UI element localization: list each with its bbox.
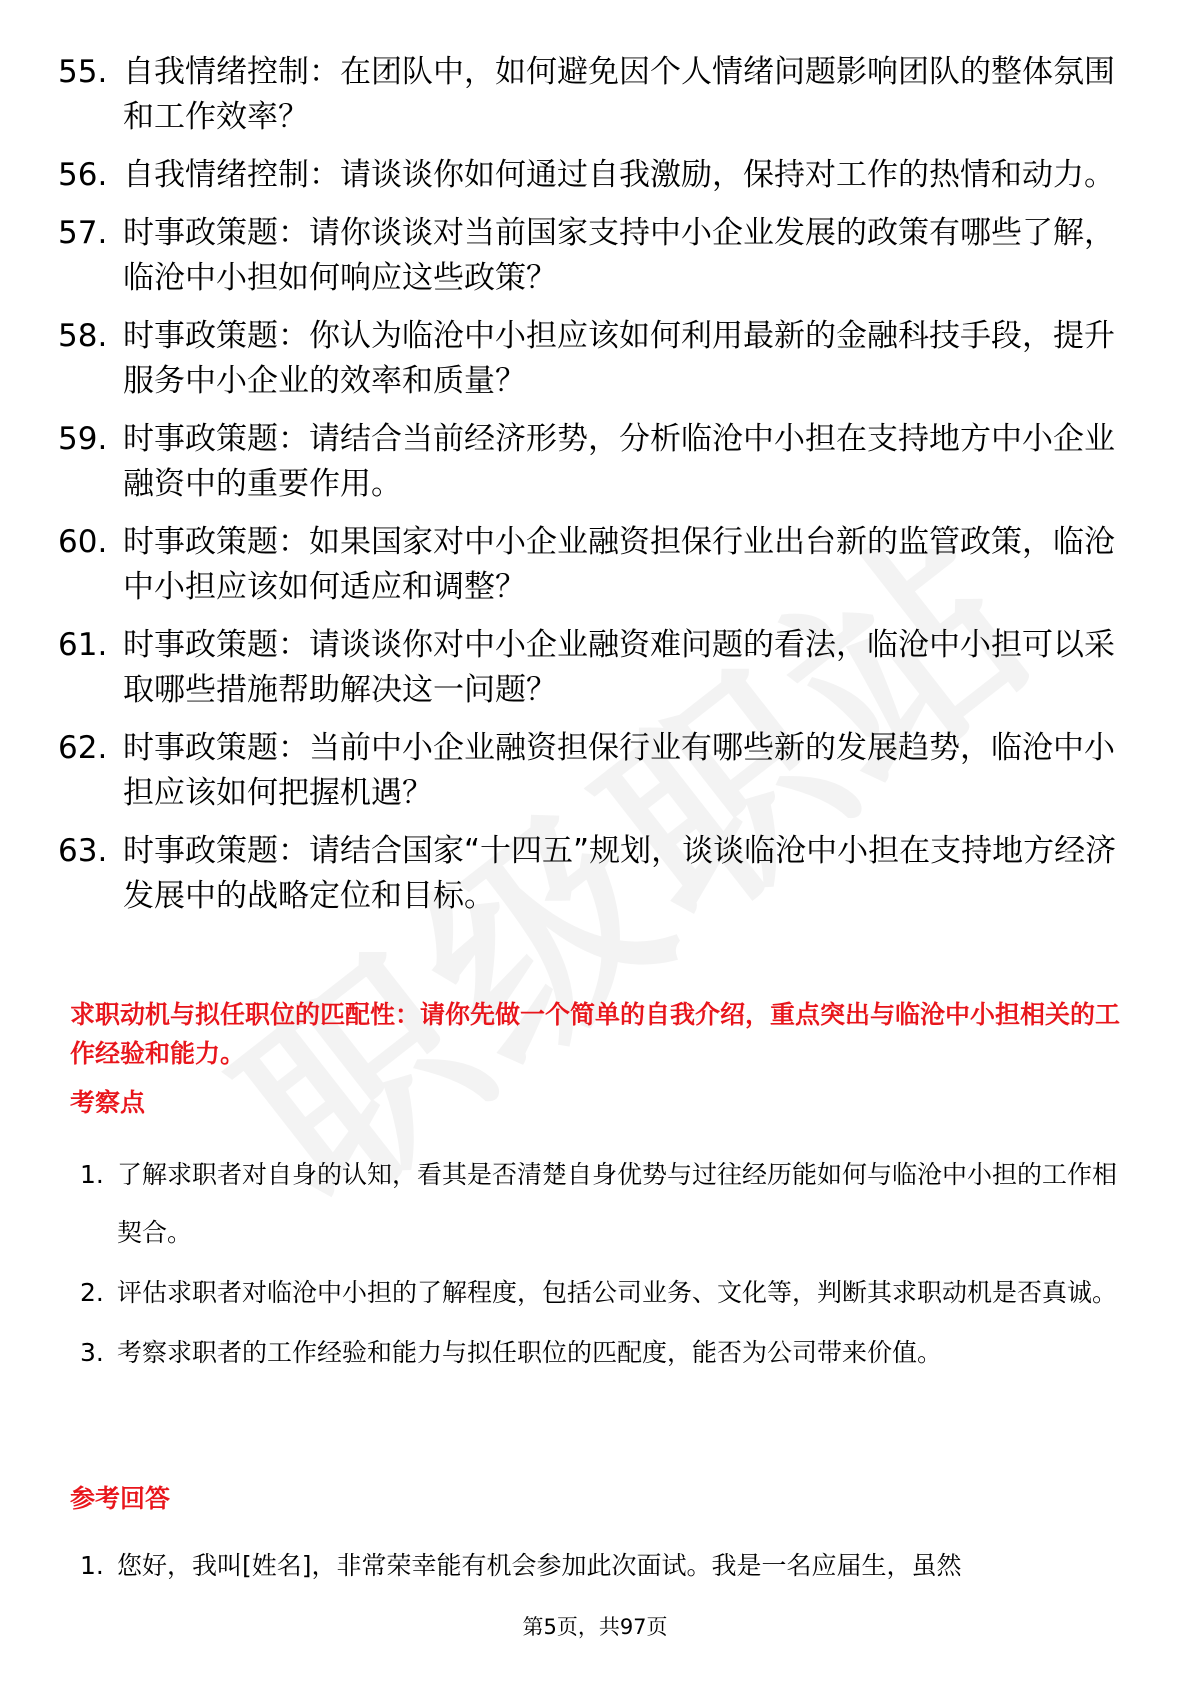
answer-list [80,1537,1130,1597]
question-item [58,623,1138,713]
question-number: 61. [58,627,108,663]
answer-text: 您好，我叫[姓名]，非常荣幸能有机会参加此次面试。我是一名应届生，虽然 [117,1551,962,1580]
question-item [58,314,1138,404]
question-text: 时事政策题：请谈谈你对中小企业融资难问题的看法，临沧中小担可以采取哪些措施帮助解决这一问题？ [123,627,1115,708]
question-number: 58. [58,318,108,354]
question-number: 56. [58,157,108,193]
page-footer: 第5页，共97页 [522,1615,668,1639]
question-number: 60. [58,524,108,560]
point-item [80,1264,1130,1322]
point-text: 了解求职者对自身的认知，看其是否清楚自身优势与过往经历能如何与临沧中小担的工作相契合。 [117,1160,1118,1247]
answer-heading: 参考回答 [70,1484,171,1513]
question-number: 55. [58,54,108,90]
point-text: 考察求职者的工作经验和能力与拟任职位的匹配度，能否为公司带来价值。 [117,1338,943,1367]
question-text: 时事政策题：请结合国家“十四五”规划，谈谈临沧中小担在支持地方经济发展中的战略定位和目标。 [123,833,1117,914]
question-text: 时事政策题：如果国家对中小企业融资担保行业出台新的监管政策，临沧中小担应该如何适应和调整？ [123,524,1115,605]
question-item [58,829,1138,919]
section-question-heading: 求职动机与拟任职位的匹配性：请你先做一个简单的自我介绍，重点突出与临沧中小担相关的工作经验和能力。 [70,1000,1121,1068]
question-number: 63. [58,833,108,869]
question-text: 时事政策题：你认为临沧中小担应该如何利用最新的金融科技手段，提升服务中小企业的效率和质量？ [123,318,1115,399]
answer-number: 1. [80,1551,104,1580]
question-list [58,50,1138,932]
answer-item [80,1537,1130,1595]
question-text: 时事政策题：请你谈谈对当前国家支持中小企业发展的政策有哪些了解，临沧中小担如何响应这些政策？ [123,215,1115,296]
question-item [58,211,1138,301]
question-text: 时事政策题：请结合当前经济形势，分析临沧中小担在支持地方中小企业融资中的重要作用。 [123,421,1115,502]
point-number: 2. [80,1278,104,1307]
question-item [58,50,1138,140]
question-number: 62. [58,730,108,766]
question-item [58,520,1138,610]
points-list [80,1146,1130,1384]
points-heading: 考察点 [70,1088,146,1117]
question-item [58,417,1138,507]
point-item [80,1324,1130,1382]
question-item [58,153,1138,198]
point-text: 评估求职者对临沧中小担的了解程度，包括公司业务、文化等，判断其求职动机是否真诚。 [117,1278,1118,1307]
question-number: 57. [58,215,108,251]
question-item [58,726,1138,816]
question-number: 59. [58,421,108,457]
point-item [80,1146,1130,1262]
point-number: 3. [80,1338,104,1367]
question-text: 自我情绪控制：请谈谈你如何通过自我激励，保持对工作的热情和动力。 [123,157,1115,193]
point-number: 1. [80,1160,104,1189]
question-text: 时事政策题：当前中小企业融资担保行业有哪些新的发展趋势，临沧中小担应该如何把握机遇？ [123,730,1115,811]
question-text: 自我情绪控制：在团队中，如何避免因个人情绪问题影响团队的整体氛围和工作效率？ [123,54,1115,135]
